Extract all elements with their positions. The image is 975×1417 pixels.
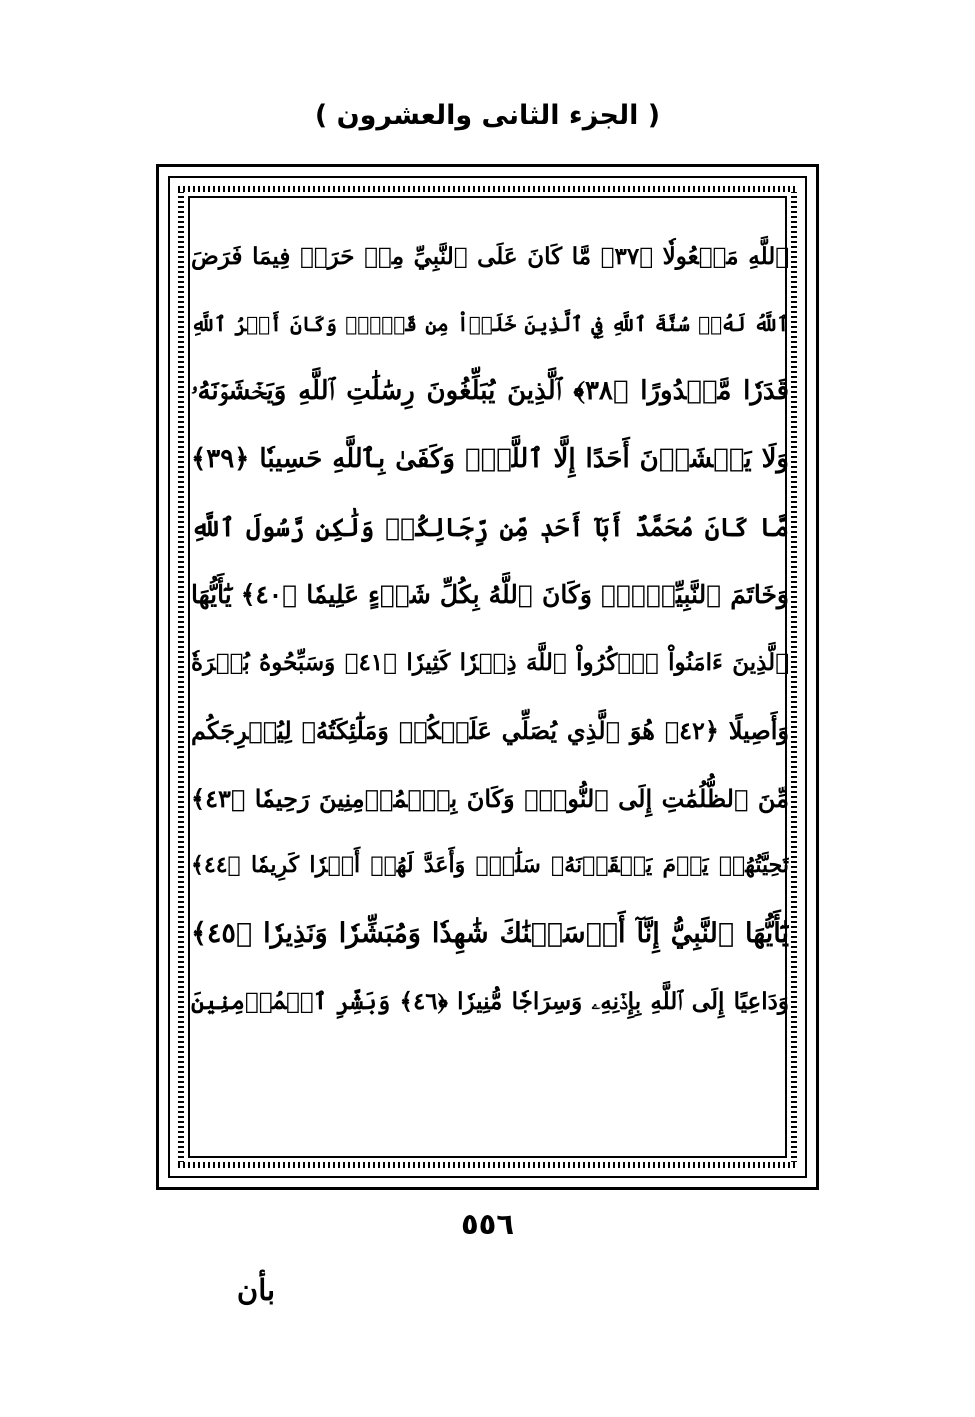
verse-line-11: يَٰٓأَيُّهَا ٱلنَّبِيُّ إِنَّآ أَرۡسَلۡنَٰكَ شَٰهِدٗا وَمُبَشِّرٗا وَنَذِيرٗا ﴿٤٥﴾	[191, 917, 789, 949]
verse-line-6: وَخَاتَمَ ٱلنَّبِيِّـۧنَۗ وَكَانَ ٱللَّهُ بِكُلِّ شَيۡءٍ عَلِيمٗا ﴿٤٠﴾ يَٰٓأَيُّهَا	[191, 580, 789, 610]
verse-line-9: مِّنَ ٱلظُّلُمَٰتِ إِلَى ٱلنُّورِۚ وَكَانَ بِٱلۡمُؤۡمِنِينَ رَحِيمٗا ﴿٤٣﴾	[191, 783, 789, 813]
page-number: ٥٥٦	[460, 1207, 515, 1241]
verse-line-2: ٱللَّهُ لَهُۥۖ سُنَّةَ ٱللَّهِ فِي ٱلَّذِينَ خَلَوۡاْ مِن قَبۡلُۚ وَكَانَ أَمۡرُ ٱللَّهِ	[191, 311, 789, 336]
verse-line-1: ٱللَّهِ مَفۡعُولٗا ﴿٣٧﴾ مَّا كَانَ عَلَى ٱلنَّبِيِّ مِنۡ حَرَجٖ فِيمَا فَرَضَ	[191, 243, 789, 270]
verse-line-12: وَدَاعِيًا إِلَى ٱللَّهِ بِإِذۡنِهِۦ وَسِرَاجٗا مُّنِيرٗا ﴿٤٦﴾ وَبَشِّرِ ٱلۡمُؤۡمِنِينَ	[191, 987, 789, 1015]
verse-line-7: ٱلَّذِينَ ءَامَنُواْ ٱذۡكُرُواْ ٱللَّهَ ذِكۡرٗا كَثِيرٗا ﴿٤١﴾ وَسَبِّحُوهُ بُكۡرَةٗ	[191, 649, 789, 677]
text-frame	[156, 164, 819, 1190]
verse-line-4: وَلَا يَخۡشَوۡنَ أَحَدًا إِلَّا ٱللَّهَۗ وَكَفَىٰ بِٱللَّهِ حَسِيبٗا ﴿٣٩﴾	[191, 444, 789, 475]
verse-line-5: مَّا كَانَ مُحَمَّدٌ أَبَآ أَحَدٖ مِّن رِّجَالِكُمۡ وَلَٰكِن رَّسُولَ ٱللَّهِ	[191, 512, 789, 542]
page-header: ( الجزء الثانى والعشرون )	[314, 100, 661, 131]
verse-line-3: قَدَرٗا مَّقۡدُورًا ﴿٣٨﴾ ٱلَّذِينَ يُبَلِّغُونَ رِسَٰلَٰتِ ٱللَّهِ وَيَخۡشَوۡنَهُۥ	[191, 376, 789, 407]
verse-block	[191, 223, 789, 1035]
catchword: بأن	[236, 1273, 276, 1307]
verse-line-10: تَحِيَّتُهُمۡ يَوۡمَ يَلۡقَوۡنَهُۥ سَلَٰمٞۚ وَأَعَدَّ لَهُمۡ أَجۡرٗا كَرِيمٗا ﴿٤٤﴾	[191, 852, 789, 879]
verse-line-8: وَأَصِيلًا ﴿٤٢﴾ هُوَ ٱلَّذِي يُصَلِّي عَلَيۡكُمۡ وَمَلَٰٓئِكَتُهُۥ لِيُخۡرِجَكُم	[191, 715, 789, 745]
